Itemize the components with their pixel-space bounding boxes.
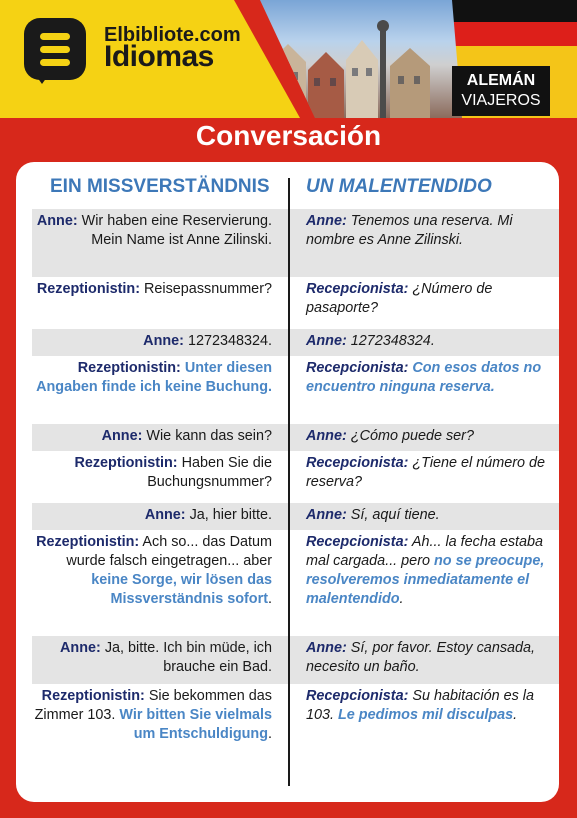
german-line — [32, 356, 288, 424]
highlighted-phrase: Unter diesen Angaben finde ich keine Buchung. — [36, 360, 272, 395]
line-text: Wie kann das sein? — [146, 428, 272, 444]
dialogue-row — [32, 329, 559, 356]
line-text: Su habitación es la 103. — [306, 688, 534, 723]
highlighted-phrase: no se preocupe, resolveremos inmediatamente el malentendido — [306, 553, 545, 607]
spanish-line — [288, 277, 546, 329]
line-text: Reisepassnummer? — [144, 281, 272, 297]
speaker-name: Anne: — [144, 507, 186, 523]
line-text: Ah... la fecha estaba mal cargada... pero — [306, 534, 544, 569]
dialogue-row — [32, 636, 559, 684]
speaker-name: Rezeptionistin: — [36, 281, 141, 297]
german-line — [32, 451, 288, 503]
dialogue-row — [32, 356, 559, 424]
highlighted-phrase: Le pedimos mil disculpas — [338, 707, 514, 723]
line-text: Sie bekommen das Zimmer 103. — [34, 688, 272, 723]
spanish-line — [288, 503, 546, 530]
speaker-name: Anne: — [306, 640, 347, 656]
line-text: Sí, por favor. Estoy cansada, necesito un baño. — [306, 640, 536, 675]
level-label: VIAJEROS — [461, 92, 541, 109]
logo-icon — [24, 18, 86, 80]
german-line — [32, 329, 288, 356]
spanish-line — [288, 329, 546, 356]
line-text: ¿Tiene el número de reserva? — [306, 455, 546, 490]
line-punctuation: . — [513, 707, 518, 723]
dialogue-row — [32, 209, 559, 277]
line-punctuation: . — [399, 591, 404, 607]
german-line — [32, 530, 288, 636]
spanish-line — [288, 209, 546, 277]
speaker-name: Anne: — [306, 428, 347, 444]
line-text: Ja, hier bitte. — [189, 507, 272, 523]
highlighted-phrase: Con esos datos no encuentro ninguna reserva. — [306, 360, 542, 395]
speaker-name: Rezeptionistin: — [41, 688, 145, 704]
line-text: Sí, aquí tiene. — [350, 507, 440, 523]
language-label: ALEMÁN — [466, 72, 536, 89]
highlighted-phrase: keine Sorge, wir lösen das Missverständnis sofort — [91, 572, 272, 607]
speaker-name: Recepcionista: — [306, 688, 409, 704]
line-text: Ach so... das Datum wurde falsch eingetragen... aber — [66, 534, 272, 569]
line-text: Tenemos una reserva. Mi nombre es Anne Zilinski. — [306, 213, 513, 248]
dialogue-row — [32, 530, 559, 636]
spanish-column-heading: UN MALENTENDIDO — [306, 176, 492, 197]
dialogue-row — [32, 424, 559, 451]
line-punctuation: . — [268, 726, 272, 742]
spanish-line — [288, 356, 546, 424]
brand-name: Idiomas — [104, 40, 214, 73]
spanish-line — [288, 684, 546, 752]
spanish-line — [288, 451, 546, 503]
german-line — [32, 424, 288, 451]
german-line — [32, 277, 288, 329]
line-text: 1272348324. — [187, 333, 272, 349]
spanish-line — [288, 424, 546, 451]
speaker-name: Rezeptionistin: — [74, 455, 178, 471]
line-text: Ja, bitte. Ich bin müde, ich brauche ein Bad. — [104, 640, 272, 675]
speaker-name: Anne: — [101, 428, 143, 444]
line-text: Wir haben eine Reservierung. Mein Name ist Anne Zilinski. — [81, 213, 272, 248]
column-divider — [288, 178, 290, 786]
conversation-card — [16, 162, 559, 802]
line-text: ¿Cómo puede ser? — [350, 428, 474, 444]
line-punctuation: . — [268, 591, 272, 607]
spanish-line — [288, 636, 546, 684]
speaker-name: Anne: — [306, 333, 347, 349]
speaker-name: Anne: — [60, 640, 101, 656]
dialogue-row — [32, 684, 559, 752]
german-line — [32, 684, 288, 752]
dialogue-rows — [32, 209, 559, 752]
course-level-badge — [452, 66, 550, 116]
dialogue-row — [32, 503, 559, 530]
line-text: ¿Número de pasaporte? — [306, 281, 493, 316]
german-column-heading: EIN MISSVERSTÄNDNIS — [50, 176, 270, 197]
header — [0, 0, 577, 118]
spanish-line — [288, 530, 546, 636]
german-line — [32, 503, 288, 530]
speaker-name: Rezeptionistin: — [77, 360, 181, 376]
speaker-name: Recepcionista: — [306, 455, 409, 471]
speaker-name: Anne: — [143, 333, 184, 349]
speaker-name: Recepcionista: — [306, 281, 409, 297]
speaker-name: Anne: — [36, 213, 78, 229]
speaker-name: Anne: — [306, 213, 347, 229]
speaker-name: Anne: — [306, 507, 347, 523]
dialogue-row — [32, 277, 559, 329]
line-text: Haben Sie die Buchungsnummer? — [147, 455, 272, 490]
german-line — [32, 209, 288, 277]
speaker-name: Recepcionista: — [306, 360, 409, 376]
german-line — [32, 636, 288, 684]
speaker-name: Rezeptionistin: — [36, 534, 140, 550]
brand-site-name: Elbibliote.com — [104, 24, 241, 46]
speaker-name: Recepcionista: — [306, 534, 409, 550]
line-text: 1272348324. — [350, 333, 435, 349]
dialogue-row — [32, 451, 559, 503]
page-title: Conversación — [195, 120, 382, 151]
highlighted-phrase: Wir bitten Sie vielmals um Entschuldigung — [119, 707, 272, 742]
